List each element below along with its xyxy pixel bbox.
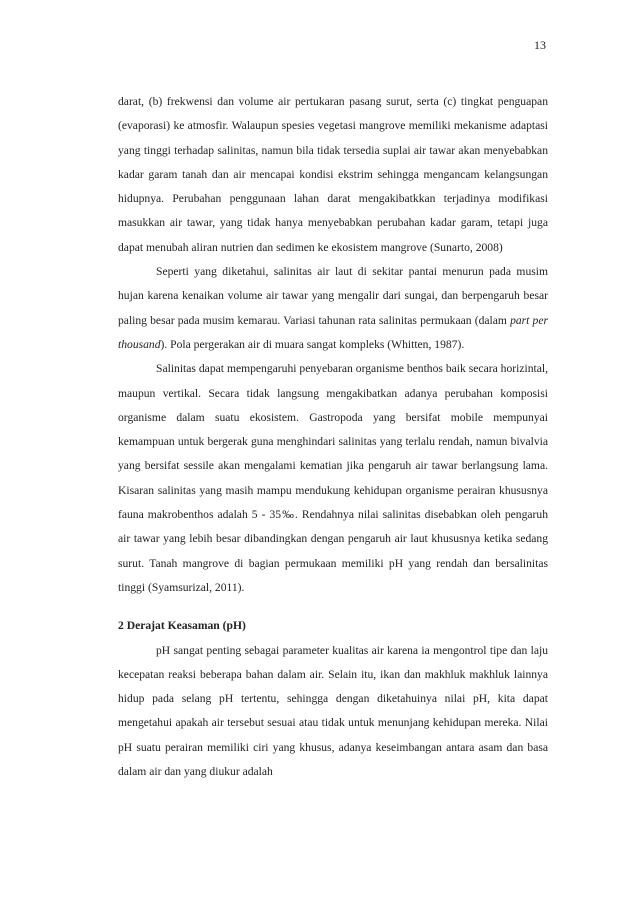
section-heading: 2 Derajat Keasaman (pH) <box>118 619 246 633</box>
page-number: 13 <box>534 38 546 52</box>
paragraph-2-text-b: ). Pola pergerakan air di muara sangat kompleks (Whitten, 1987). <box>160 337 465 351</box>
paragraph-1: darat, (b) frekwensi dan volume air pertukaran pasang surut, serta (c) tingkat penguapan (evaporasi) ke atmosfir. Walaupun spesies vegetasi mangrove memiliki mekanisme adaptasi yang tinggi terhadap salinitas, namun bila tidak tersedia suplai air tawar akan menyebabkan kadar garam tanah dan air mencapai kondisi ekstrim sehingga mengancam kelangsungan hidupnya. Perubahan penggunaan lahan darat mengakibatkkan terjadinya modifikasi masukkan air tawar, yang tidak hanya menyebabkan perubahan kadar garam, tetapi juga dapat menubah aliran nutrien dan sedimen ke ekosistem mangrove (Sunarto, 2008) <box>118 95 548 254</box>
paragraph-4: pH sangat penting sebagai parameter kualitas air karena ia mengontrol tipe dan laju kecepatan reaksi beberapa bahan dalam air. Selain itu, ikan dan makhluk makhluk lainnya hidup pada selang pH tertentu, sehingga dengan diketahuinya nilai pH, kita dapat mengetahui apakah air tersebut sesuai atau tidak untuk menunjang kehidupan mereka. Nilai pH suatu perairan memiliki ciri yang khusus, adanya keseimbangan antara asam dan basa dalam air dan yang diukur adalah <box>118 643 548 779</box>
paragraph-2 <box>118 260 548 357</box>
paragraph-3: Salinitas dapat mempengaruhi penyebaran organisme benthos baik secara horizintal, maupun vertikal. Secara tidak langsung mengakibatkan adanya perubahan komposisi organisme dalam suatu ekosistem. Gastropoda yang bersifat mobile mempunyai kemampuan untuk bergerak guna menghindari salinitas yang terlalu rendah, namun bivalvia yang bersifat sessile akan mengalami kematian jika pengaruh air tawar berlangsung lama. Kisaran salinitas yang masih mampu mendukung kehidupan organisme perairan khususnya fauna makrobenthos adalah 5 - 35‰. Rendahnya nilai salinitas disebabkan oleh pengaruh air tawar yang lebih besar dibandingkan dengan pengaruh air laut khususnya ketika sedang surut. Tanah mangrove di bagian permukaan memiliki pH yang rendah dan bersalinitas tinggi (Syamsurizal, 2011). <box>118 362 548 594</box>
paragraph-2-text-a: Seperti yang diketahui, salinitas air laut di sekitar pantai menurun pada musim hujan karena kenaikan volume air tawar yang mengalir dari sungai, dan berpengaruh besar paling besar pada musim kemarau. Variasi tahunan rata salinitas permukaan (dalam <box>118 265 548 327</box>
paragraph-2-italic: part per thousand <box>118 313 548 351</box>
document-body <box>118 90 548 784</box>
